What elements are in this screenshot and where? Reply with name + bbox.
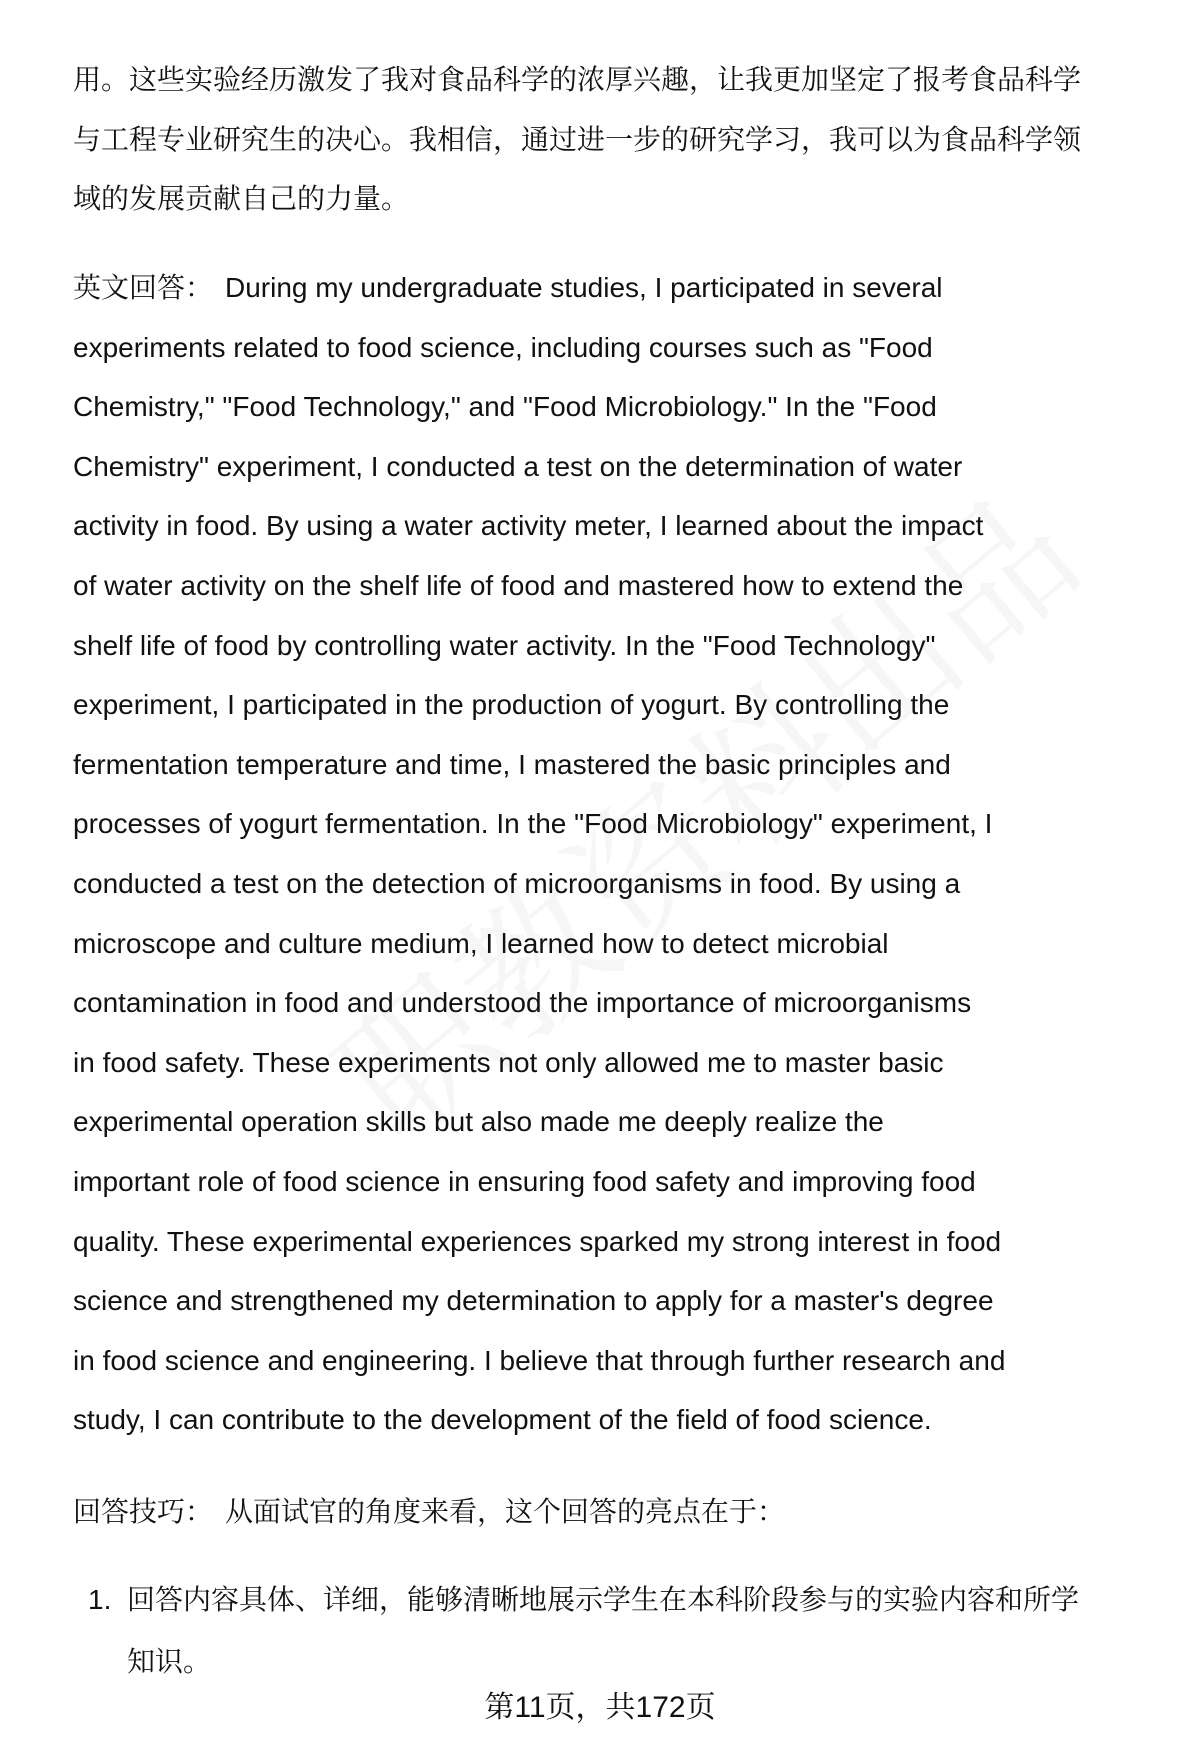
tips-item-line: 回答内容具体、详细，能够清晰地展示学生在本科阶段参与的实验内容和所学	[127, 1584, 1080, 1615]
en-answer-line: activity in food. By using a water activity meter, I learned about the impact	[73, 510, 984, 542]
en-answer-line: conducted a test on the detection of microorganisms in food. By using a	[73, 868, 961, 899]
en-answer-line: contamination in food and understood the importance of microorganisms	[73, 987, 972, 1019]
en-answer-label: 英文回答：	[73, 272, 214, 303]
en-answer-line: shelf life of food by controlling water activity. In the "Food Technology"	[73, 629, 936, 661]
en-answer-line: fermentation temperature and time, I mastered the basic principles and	[73, 748, 951, 780]
tips-label: 回答技巧：	[73, 1496, 214, 1527]
en-answer-line: of water activity on the shelf life of food and mastered how to extend the	[73, 570, 964, 601]
en-answer-line: Chemistry" experiment, I conducted a test on the determination of water	[73, 450, 963, 482]
en-answer-line: in food science and engineering. I believe that through further research and	[73, 1344, 1006, 1376]
tips-intro: 从面试官的角度来看，这个回答的亮点在于：	[225, 1496, 786, 1527]
page-footer: 第11页，共172页	[484, 1691, 716, 1724]
tips-item-line: 知识。	[127, 1646, 212, 1677]
en-answer-line: study, I can contribute to the development of the field of food science.	[73, 1404, 932, 1436]
en-answer-line: During my undergraduate studies, I participated in several	[225, 272, 943, 303]
en-answer-line: science and strengthened my determination to apply for a master's degree	[73, 1285, 994, 1317]
en-answer-line: important role of food science in ensuring food safety and improving food	[73, 1166, 976, 1197]
en-answer-first-line	[73, 270, 943, 306]
tips-item-number: 1.	[88, 1584, 112, 1615]
cn-paragraph-line: 与工程专业研究生的决心。我相信，通过进一步的研究学习，我可以为食品科学领	[73, 124, 1082, 155]
en-answer-line: in food safety. These experiments not only allowed me to master basic	[73, 1046, 944, 1078]
en-answer-line: processes of yogurt fermentation. In the "Food Microbiology" experiment, I	[73, 808, 993, 840]
tips-heading	[73, 1494, 785, 1530]
en-answer-line: quality. These experimental experiences sparked my strong interest in food	[73, 1225, 1002, 1257]
cn-paragraph-line: 域的发展贡献自己的力量。	[73, 183, 410, 214]
cn-paragraph-line: 用。这些实验经历激发了我对食品科学的浓厚兴趣，让我更加坚定了报考食品科学	[73, 64, 1082, 95]
en-answer-line: Chemistry," "Food Technology," and "Food Microbiology." In the "Food	[73, 391, 937, 423]
en-answer-line: experimental operation skills but also made me deeply realize the	[73, 1106, 884, 1138]
en-answer-line: experiments related to food science, including courses such as "Food	[73, 331, 933, 363]
en-answer-line: microscope and culture medium, I learned how to detect microbial	[73, 927, 889, 959]
en-answer-line: experiment, I participated in the production of yogurt. By controlling the	[73, 689, 950, 721]
